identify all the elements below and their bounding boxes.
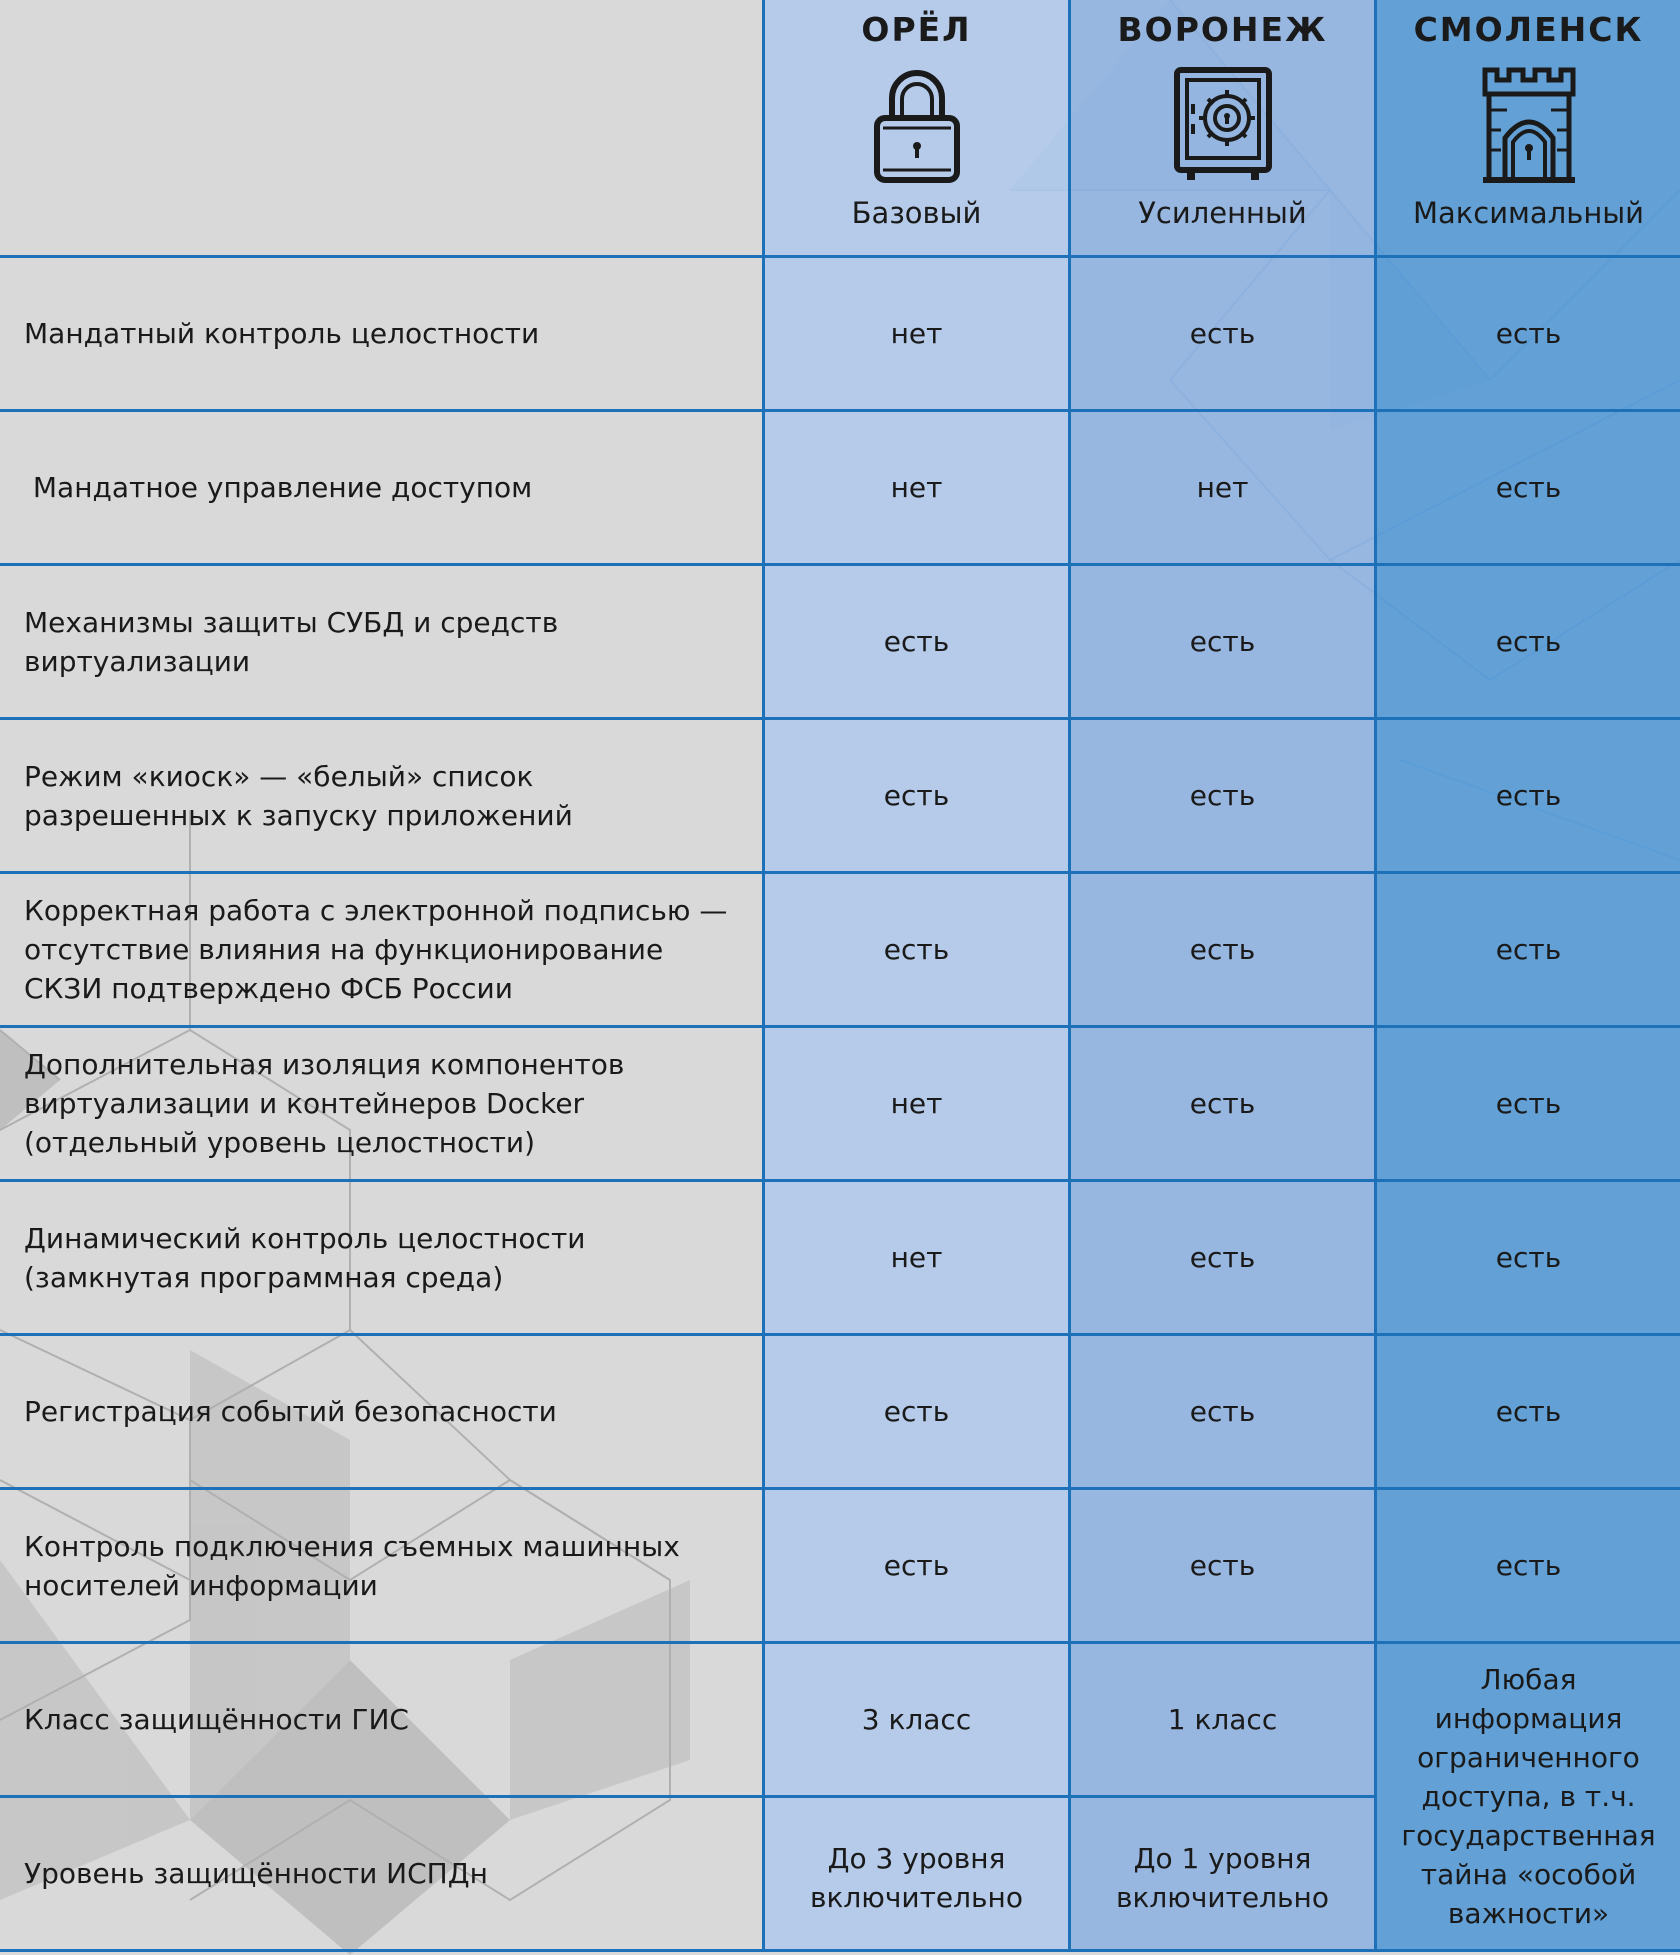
value-smolensk: есть <box>1374 258 1680 412</box>
value-voronezh: нет <box>1068 412 1374 566</box>
feature-label: Корректная работа с электронной подписью — отсутствие влияния на функционирование СКЗИ подтверждено ФСБ России <box>0 874 762 1028</box>
value-smolensk: есть <box>1374 874 1680 1028</box>
value-voronezh: До 1 уровня включительно <box>1068 1798 1374 1952</box>
feature-label: Мандатный контроль целостности <box>0 258 762 412</box>
feature-label: Контроль подключения съемных машинных носителей информации <box>0 1490 762 1644</box>
value-smolensk: есть <box>1374 1182 1680 1336</box>
feature-label: Дополнительная изоляция компонентов виртуализации и контейнеров Docker (отдельный уровень целостности) <box>0 1028 762 1182</box>
value-orel: До 3 уровня включительно <box>762 1798 1068 1952</box>
safe-icon <box>1173 66 1273 184</box>
edition-header-smolensk <box>1374 0 1680 258</box>
feature-label: Режим «киоск» — «белый» список разрешенных к запуску приложений <box>0 720 762 874</box>
value-orel: нет <box>762 1028 1068 1182</box>
value-orel: нет <box>762 258 1068 412</box>
edition-header-voronezh <box>1068 0 1374 258</box>
value-voronezh: есть <box>1068 1490 1374 1644</box>
header-empty-cell <box>0 0 762 258</box>
value-smolensk: есть <box>1374 1336 1680 1490</box>
feature-label: Уровень защищённости ИСПДн <box>0 1798 762 1952</box>
edition-level: Максимальный <box>1412 196 1645 230</box>
value-voronezh: есть <box>1068 566 1374 720</box>
value-orel: 3 класс <box>762 1644 1068 1798</box>
value-smolensk: есть <box>1374 1028 1680 1182</box>
edition-level: Усиленный <box>1138 196 1307 230</box>
value-voronezh: есть <box>1068 1182 1374 1336</box>
edition-name: ВОРОНЕЖ <box>1117 10 1328 49</box>
feature-label: Динамический контроль целостности (замкнутая программная среда) <box>0 1182 762 1336</box>
padlock-icon <box>867 66 967 184</box>
value-voronezh: 1 класс <box>1068 1644 1374 1798</box>
value-voronezh: есть <box>1068 874 1374 1028</box>
value-orel: есть <box>762 566 1068 720</box>
feature-label: Мандатное управление доступом <box>0 412 762 566</box>
feature-label: Регистрация событий безопасности <box>0 1336 762 1490</box>
edition-name: ОРЁЛ <box>861 10 972 49</box>
value-smolensk-merged: Любая информация ограниченного доступа, в т.ч. государственная тайна «особой важности» <box>1374 1644 1680 1952</box>
value-smolensk: есть <box>1374 720 1680 874</box>
value-orel: есть <box>762 1490 1068 1644</box>
feature-label: Класс защищённости ГИС <box>0 1644 762 1798</box>
value-orel: есть <box>762 720 1068 874</box>
value-orel: есть <box>762 874 1068 1028</box>
value-voronezh: есть <box>1068 258 1374 412</box>
value-smolensk: есть <box>1374 1490 1680 1644</box>
value-voronezh: есть <box>1068 1336 1374 1490</box>
edition-header-orel <box>762 0 1068 258</box>
fortress-gate-icon <box>1479 66 1579 184</box>
edition-level: Базовый <box>851 196 982 230</box>
value-orel: есть <box>762 1336 1068 1490</box>
value-voronezh: есть <box>1068 720 1374 874</box>
value-orel: нет <box>762 1182 1068 1336</box>
value-smolensk: есть <box>1374 566 1680 720</box>
value-smolensk: есть <box>1374 412 1680 566</box>
feature-label: Механизмы защиты СУБД и средств виртуализации <box>0 566 762 720</box>
value-orel: нет <box>762 412 1068 566</box>
edition-name: СМОЛЕНСК <box>1413 10 1644 49</box>
value-voronezh: есть <box>1068 1028 1374 1182</box>
